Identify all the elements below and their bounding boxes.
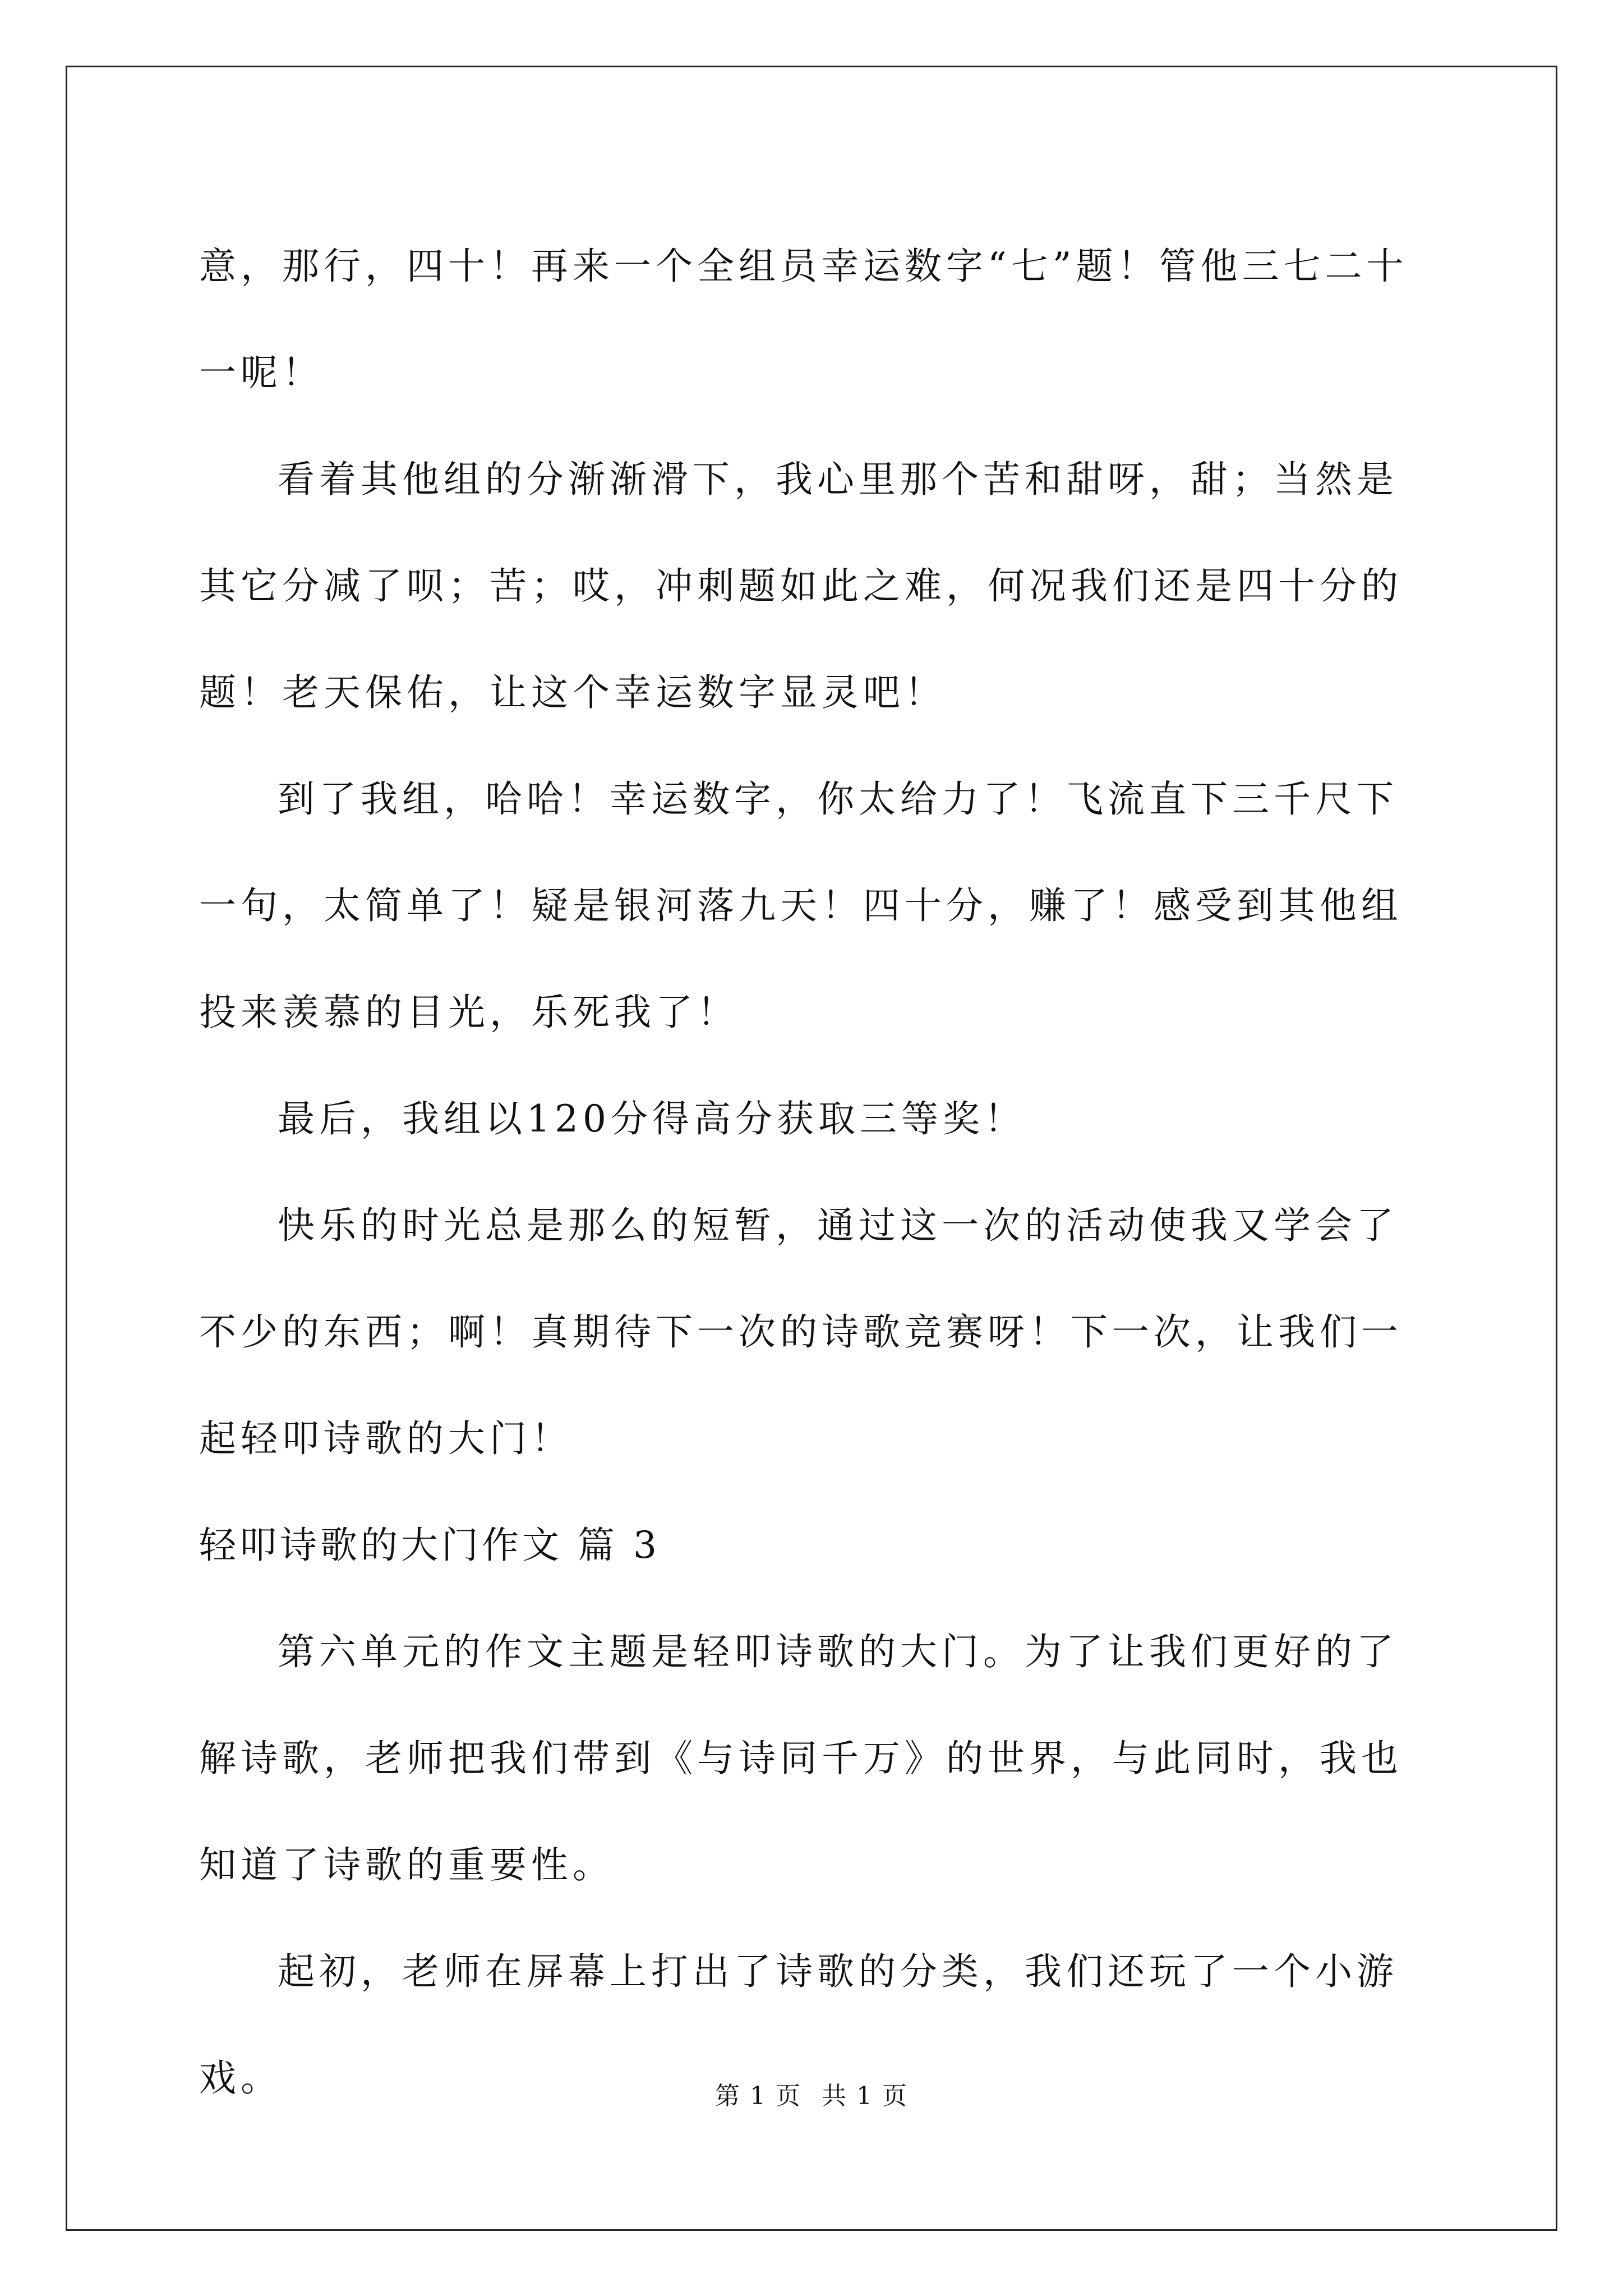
paragraph-7: 起初，老师在屏幕上打出了诗歌的分类，我们还玩了一个小游戏。 — [199, 1950, 1398, 2100]
paragraph-5: 快乐的时光总是那么的短暂，通过这一次的活动使我又学会了不少的东西；啊！真期待下一次的诗歌竞赛呀！下一次，让我们一起轻叩诗歌的大门！ — [199, 1204, 1403, 1460]
paragraph-6: 第六单元的作文主题是轻叩诗歌的大门。为了让我们更好的了解诗歌，老师把我们带到《与诗同千万》的世界，与此同时，我也知道了诗歌的重要性。 — [199, 1630, 1403, 1887]
document-body — [199, 213, 1433, 2132]
page-footer — [0, 2076, 1623, 2111]
paragraph-2: 看着其他组的分渐渐滑下，我心里那个苦和甜呀，甜；当然是其它分减了呗；苦；哎，冲刺题如此之难，何况我们还是四十分的题！老天保佑，让这个幸运数字显灵吧！ — [199, 458, 1403, 714]
page-number: 第 1 页 — [715, 2082, 801, 2110]
paragraph-3: 到了我组，哈哈！幸运数字，你太给力了！飞流直下三千尺下一句，太简单了！疑是银河落九天！四十分，赚了！感受到其他组投来羡慕的目光，乐死我了！ — [199, 777, 1403, 1034]
paragraph-1: 意，那行，四十！再来一个全组员幸运数字“七”题！管他三七二十一呢！ — [199, 245, 1408, 394]
section-heading: 轻叩诗歌的大门作文 篇 3 — [199, 1524, 660, 1567]
paragraph-4: 最后，我组以120分得高分获取三等奖！ — [278, 1097, 1026, 1140]
page-total: 共 1 页 — [822, 2082, 908, 2110]
